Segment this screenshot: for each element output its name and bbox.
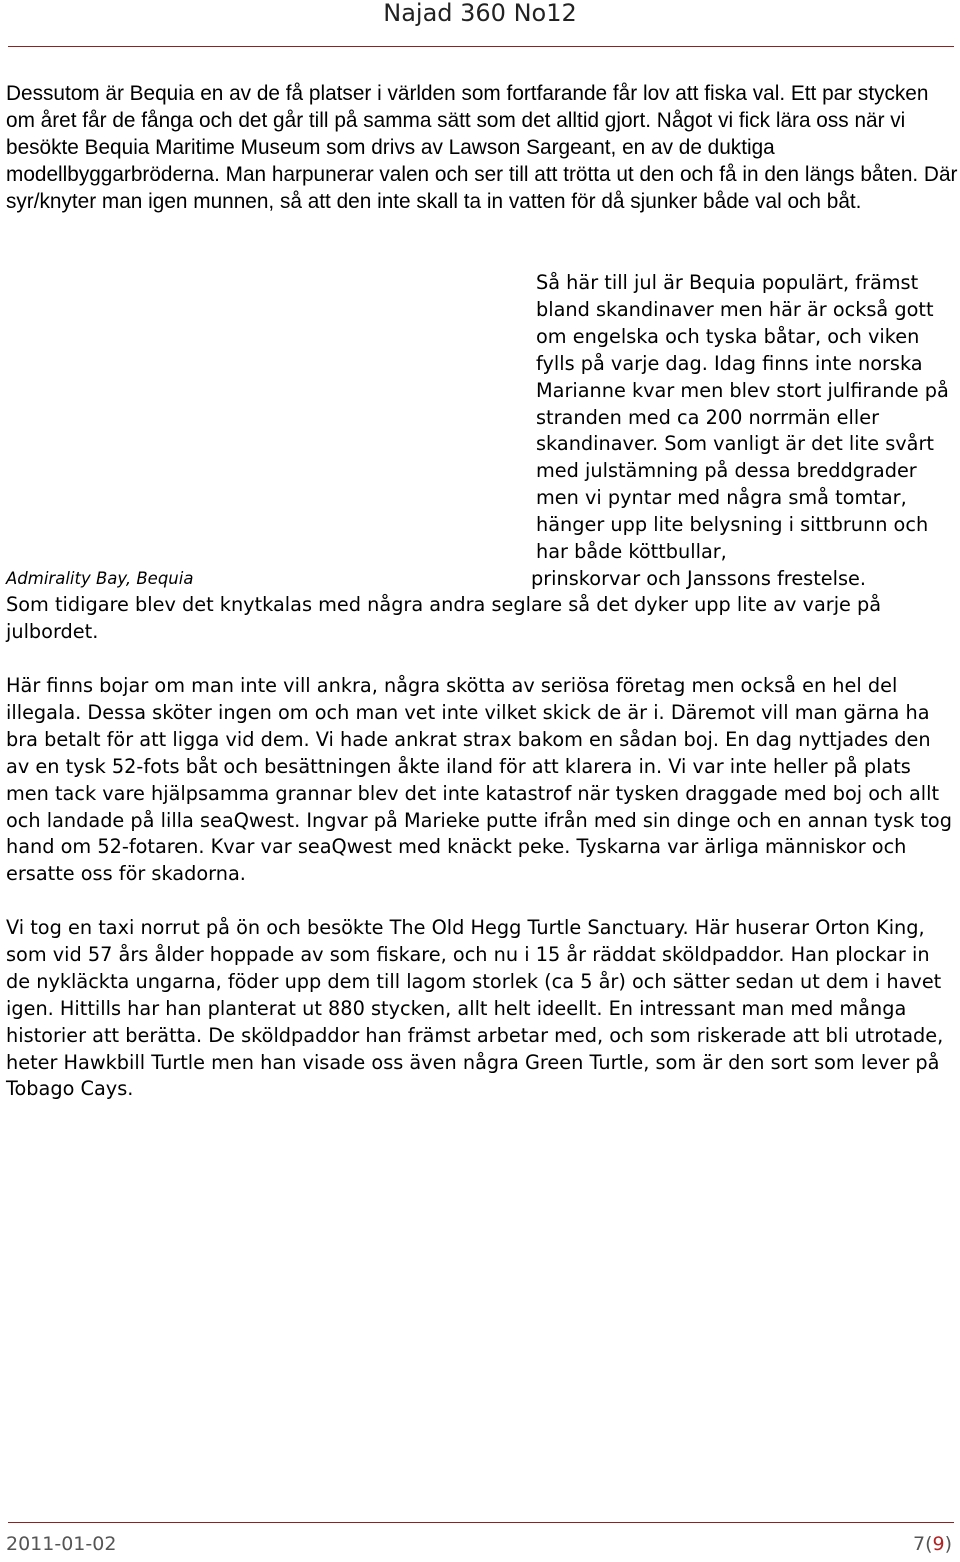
- page-current: 7: [912, 1533, 926, 1555]
- paragraph-julbord: Som tidigare blev det knytkalas med några andra seglare så det dyker upp lite av varje på julbordet.: [6, 593, 882, 643]
- footer-date: 2011-01-02: [6, 1533, 117, 1555]
- page-header-title: Najad 360 No12: [383, 0, 577, 27]
- page-number: 7(9): [912, 1533, 952, 1555]
- footer-divider: [8, 1522, 954, 1523]
- paragraph-turtle-sanctuary: Vi tog en taxi norrut på ön och besökte The Old Hegg Turtle Sanctuary. Här huserar Orton King, som vid 57 års ålder hoppade av som fiskare, och nu i 15 år räddat sköldpaddor. Han plockar in de nykläckta ungarna, föder upp dem till lagom storlek (ca 5 år) och sätter sedan ut dem i havet igen. Hittills har han planterat ut 880 stycken, allt helt ideellt. En intressant man med många historier att berätta. De sköldpaddor han främst arbetar med, och som riskerade att bli utrotade, heter Hawkbill Turtle men han visade oss även några Green Turtle, som är den sort som lever på Tobago Cays.: [6, 916, 944, 1101]
- paragraph-moorings: Här finns bojar om man inte vill ankra, några skötta av seriösa företag men också en hel del illegala. Dessa sköter ingen om och man vet inte vilket skick de är i. Däremot vill man gärna ha bra betalt för att ligga vid dem. Vi hade ankrat strax bakom en sådan boj. En dag nyttjades den av en tysk 52-fots båt och besättningen åkte iland för att klarera in. Vi var inte heller på plats men tack vare hjälpsamma grannar blev det inte katastrof när tysken draggade med boj och allt och landade på lilla seaQwest. Ingvar på Marieke putte ifrån med sin dinge och en annan tysk tog hand om 52-fotaren. Kvar var seaQwest med knäckt peke. Tyskarna var ärliga människor och ersatte oss för skadorna.: [6, 674, 952, 886]
- paragraph-christmas-tail: prinskorvar och Janssons frestelse.: [531, 567, 867, 590]
- page-total: 9: [932, 1533, 945, 1555]
- paragraph-christmas: Så här till jul är Bequia populärt, främst bland skandinaver men här är också gott om engelska och tyska båtar, och viken fylls på varje dag. Idag finns inte norska Marianne kvar men blev stort julfirande på stranden med ca 200 norrmän eller skandinaver. Som vanligt är det lite svårt med julstämning på dessa breddgrader men vi pyntar med några små tomtar, hänger upp lite belysning i sittbrunn och har både köttbullar,: [536, 271, 949, 564]
- header-divider: [8, 46, 954, 47]
- paragraph-whaling: Dessutom är Bequia en av de få platser i världen som fortfarande får lov att fiska val. Ett par stycken om året får de fånga och det går till på samma sätt som det alltid gjort. Något vi fick lära oss när vi besökte Bequia Maritime Museum som drivs av Lawson Sargeant, en av de duktiga modellbyggarbröderna. Man harpunerar valen och ser till att trötta ut den och få in den längs båten. Där syr/knyter man igen munnen, så att den inte skall ta in vatten för då sjunker både val och båt.: [6, 82, 958, 213]
- image-caption: Admirality Bay, Bequia: [6, 569, 194, 588]
